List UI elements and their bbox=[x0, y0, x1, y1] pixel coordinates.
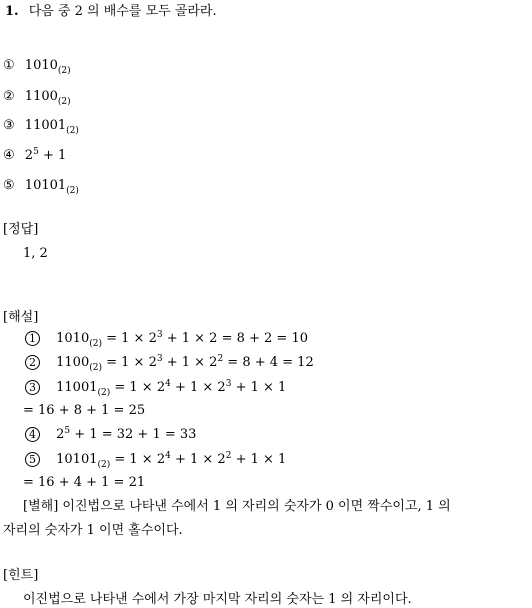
choice-4 bbox=[3, 148, 66, 165]
explanation-line-5 bbox=[25, 427, 196, 444]
step-mark: 5 bbox=[25, 452, 40, 467]
expr-base: 11001 bbox=[56, 380, 98, 395]
choice-subscript: (2) bbox=[57, 97, 71, 107]
explanation-line-1 bbox=[25, 331, 308, 348]
explanation-line-4: = 16 + 8 + 1 = 25 bbox=[23, 403, 146, 418]
choice-3 bbox=[3, 118, 79, 135]
expr-superscript: 2 bbox=[217, 354, 224, 364]
explanation-line-6 bbox=[25, 452, 286, 469]
choice-subscript: (2) bbox=[66, 186, 79, 196]
choice-subscript: (2) bbox=[66, 126, 79, 136]
hint-label: [힌트] bbox=[3, 568, 39, 583]
expr-part: + 1 × 2 bbox=[170, 380, 226, 395]
choice-mark: ⑤ bbox=[3, 178, 15, 193]
expr-part: + 1 × 1 bbox=[231, 380, 287, 395]
expr-base: 2 bbox=[56, 427, 65, 442]
expr-base: 1010 bbox=[56, 331, 90, 346]
step-mark: 2 bbox=[25, 355, 40, 370]
step-mark: 4 bbox=[25, 427, 40, 442]
answer-text: 1, 2 bbox=[23, 246, 48, 261]
step-mark: 1 bbox=[25, 331, 40, 346]
choice-subscript: (2) bbox=[57, 66, 71, 76]
expr-subscript: (2) bbox=[89, 339, 102, 349]
choice-5 bbox=[3, 178, 79, 195]
choice-tail: + 1 bbox=[38, 148, 67, 163]
choice-value: 1010 bbox=[24, 58, 58, 73]
expr-part: = 1 × 2 bbox=[101, 355, 157, 370]
expr-superscript: 5 bbox=[64, 426, 71, 436]
question-text: 다음 중 2 의 배수를 모두 골라라. bbox=[28, 4, 217, 19]
explanation-label: [해설] bbox=[3, 310, 39, 325]
expr-part: = 1 × 2 bbox=[101, 331, 157, 346]
explanation-line-2 bbox=[25, 355, 314, 372]
expr-superscript: 2 bbox=[225, 451, 232, 461]
expr-superscript: 4 bbox=[165, 451, 171, 461]
expr-part: = 1 × 2 bbox=[110, 380, 166, 395]
choice-superscript: 5 bbox=[33, 147, 39, 157]
choice-mark: ① bbox=[3, 58, 15, 73]
alt-solution-line-1: [별해] 이진법으로 나타낸 수에서 1 의 자리의 숫자가 0 이면 짝수이고, 1 의 bbox=[23, 499, 451, 514]
answer-label: [정답] bbox=[3, 222, 39, 237]
question bbox=[5, 4, 217, 20]
choice-value: 1100 bbox=[24, 89, 58, 104]
expr-part: + 1 = 32 + 1 = 33 bbox=[70, 427, 197, 442]
question-number: 1. bbox=[5, 4, 19, 19]
expr-subscript: (2) bbox=[97, 460, 111, 470]
expr-base: 1100 bbox=[56, 355, 90, 370]
choice-value: 10101 bbox=[24, 178, 67, 193]
expr-part: + 1 × 2 bbox=[162, 355, 218, 370]
alt-solution-line-2: 자리의 숫자가 1 이면 홀수이다. bbox=[3, 523, 183, 538]
hint-text: 이진법으로 나타낸 수에서 가장 마지막 자리의 숫자는 1 의 자리이다. bbox=[23, 592, 412, 607]
expr-superscript: 3 bbox=[156, 330, 163, 340]
step-mark: 3 bbox=[25, 380, 40, 395]
expr-part: + 1 × 1 bbox=[231, 452, 287, 467]
choice-mark: ④ bbox=[3, 148, 15, 163]
expr-superscript: 4 bbox=[165, 379, 171, 389]
explanation-line-7: = 16 + 4 + 1 = 21 bbox=[23, 475, 146, 490]
choice-value: 11001 bbox=[24, 118, 67, 133]
expr-superscript: 3 bbox=[156, 354, 163, 364]
expr-subscript: (2) bbox=[89, 363, 102, 373]
expr-superscript: 3 bbox=[225, 379, 232, 389]
expr-part: + 1 × 2 = 8 + 2 = 10 bbox=[162, 331, 308, 346]
choice-1 bbox=[3, 58, 71, 75]
expr-base: 10101 bbox=[56, 452, 98, 467]
choice-value: 2 bbox=[24, 148, 34, 163]
choice-2 bbox=[3, 89, 71, 106]
expr-part: = 1 × 2 bbox=[110, 452, 166, 467]
choice-mark: ② bbox=[3, 89, 15, 104]
expr-part: + 1 × 2 bbox=[170, 452, 226, 467]
expr-part: = 8 + 4 = 12 bbox=[223, 355, 314, 370]
expr-subscript: (2) bbox=[97, 388, 111, 398]
choice-mark: ③ bbox=[3, 118, 15, 133]
explanation-line-3 bbox=[25, 380, 286, 397]
